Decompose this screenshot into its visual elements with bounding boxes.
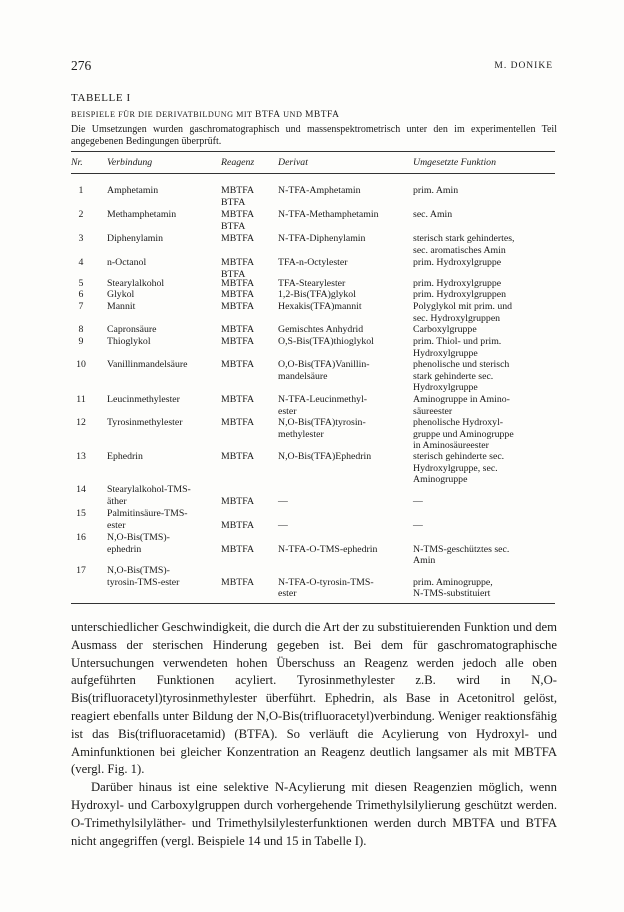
cell-derivat: N-TFA-Leucinmethyl- ester	[278, 394, 368, 417]
cell-verbindung: Amphetamin	[107, 185, 159, 196]
cell-funktion: —	[413, 519, 423, 531]
row-number: 6	[78, 289, 84, 300]
cell-reagenz: MBTFA	[221, 301, 255, 312]
row-number: 13	[76, 451, 86, 462]
cell-reagenz: MBTFA	[221, 519, 255, 531]
cell-derivat: —	[278, 495, 288, 507]
cell-derivat: O,O-Bis(TFA)Vanillin- mandelsäure	[278, 359, 370, 382]
cell-reagenz: MBTFA	[221, 451, 255, 462]
cell-reagenz: MBTFA	[221, 233, 255, 244]
cell-verbindung: Capronsäure	[107, 324, 157, 335]
cell-verbindung: Stearylalkohol	[107, 278, 165, 289]
cell-funktion: sterisch gehinderte sec. Hydroxylgruppe, sec. Aminogruppe	[413, 451, 505, 485]
cell-verbindung: N,O-Bis(TMS)- tyrosin-TMS-ester	[107, 565, 180, 588]
cell-reagenz: MBTFA	[221, 576, 255, 588]
cell-funktion: phenolische und sterisch stark gehinderte sec. Hydroxylgruppe	[413, 359, 510, 393]
cell-derivat: N-TFA-Amphetamin	[278, 185, 361, 196]
cell-derivat: N,O-Bis(TFA)Ephedrin	[278, 451, 372, 462]
cell-funktion: prim. Hydroxylgruppe	[413, 257, 502, 268]
cell-funktion: Aminogruppe in Amino- säureester	[413, 394, 510, 417]
column-header-funktion: Umgesetzte Funktion	[413, 157, 496, 168]
cell-verbindung: Vanillinmandelsäure	[107, 359, 188, 370]
table-caption	[71, 110, 339, 120]
cell-verbindung: Methamphetamin	[107, 209, 177, 220]
table-label: TABELLE I	[71, 92, 131, 104]
column-header-reagenz: Reagenz	[221, 157, 255, 168]
cell-verbindung: Diphenylamin	[107, 233, 164, 244]
cell-funktion: prim. Thiol- und prim. Hydroxylgruppe	[413, 336, 502, 359]
row-number: 3	[78, 233, 84, 244]
cell-derivat: N-TFA-Diphenylamin	[278, 233, 366, 244]
cell-verbindung: N,O-Bis(TMS)- ephedrin	[107, 532, 170, 555]
cell-funktion: prim. Amin	[413, 185, 459, 196]
row-number: 4	[78, 257, 84, 268]
cell-reagenz: MBTFA	[221, 278, 255, 289]
cell-derivat: Gemischtes Anhydrid	[278, 324, 364, 335]
cell-derivat: TFA-Stearylester	[278, 278, 346, 289]
cell-verbindung: Mannit	[107, 301, 136, 312]
caption-text: BEISPIELE FÜR DIE DERIVATBILDUNG MIT	[71, 110, 253, 119]
cell-verbindung: Palmitinsäure-TMS- ester	[107, 508, 188, 531]
row-number: 17	[76, 565, 86, 576]
cell-funktion: prim. Hydroxylgruppe	[413, 278, 502, 289]
cell-verbindung: n-Octanol	[107, 257, 147, 268]
cell-reagenz: MBTFA	[221, 394, 255, 405]
cell-reagenz: MBTFA BTFA	[221, 257, 255, 280]
row-number: 2	[78, 209, 84, 220]
cell-derivat: Hexakis(TFA)mannit	[278, 301, 362, 312]
cell-funktion: N-TMS-geschütztes sec. Amin	[413, 543, 510, 566]
page-number: 276	[71, 58, 92, 73]
row-number: 11	[76, 394, 86, 405]
row-number: 9	[78, 336, 84, 347]
column-header-nr: Nr.	[71, 157, 83, 168]
row-number: 7	[78, 301, 84, 312]
cell-funktion: prim. Hydroxylgruppen	[413, 289, 507, 300]
table-top-rule	[71, 151, 555, 152]
paragraph: unterschiedlicher Geschwindigkeit, die durch die Art der zu substituierenden Funktion und dem Ausmass der sterischen Hinderung gegeben ist. Bei dem für gaschromatographische Untersuchungen verwendeten hohen Überschuss an Reagenz werden jedoch alle oben aufgeführten Funktionen acyliert. Tyrosinmethylester z.B. wird in N,O-Bis(trifluoracetyl)tyrosinmethylester überführt. Ephedrin, als Base in Acetonitrol gelöst, reagiert ebenfalls unter Bildung der N,O-Bis(trifluoracetyl)verbindung. Weniger reaktionsfähig ist das Bis(trifluoracetamid) (BTFA). So verläuft die Acylierung von Hydroxyl- und Aminfunktionen bei gleicher Konzentration an Reagenz deutlich langsamer als mit MBTFA (vergl. Fig. 1).	[71, 620, 557, 777]
table-note: Die Umsetzungen wurden gaschromatographisch und massenspektrometrisch unter den im experimentellen Teil angegebenen Bedingungen überprüft.	[71, 124, 557, 147]
cell-reagenz: MBTFA	[221, 324, 255, 335]
caption-btfa: BTFA	[255, 110, 281, 120]
row-number: 14	[76, 484, 86, 495]
cell-funktion: —	[413, 495, 423, 507]
cell-derivat: N-TFA-O-TMS-ephedrin	[278, 543, 378, 555]
row-number: 1	[78, 185, 84, 196]
cell-reagenz: MBTFA BTFA	[221, 185, 255, 208]
cell-reagenz: MBTFA	[221, 336, 255, 347]
cell-funktion: prim. Aminogruppe, N-TMS-substituiert	[413, 576, 493, 599]
cell-funktion: sterisch stark gehindertes, sec. aromatisches Amin	[413, 233, 515, 256]
caption-und: UND	[283, 110, 303, 119]
row-number: 12	[76, 417, 86, 428]
cell-funktion: phenolische Hydroxyl- gruppe und Aminogruppe in Aminosäureester	[413, 417, 514, 451]
cell-verbindung: Leucinmethylester	[107, 394, 180, 405]
cell-reagenz: MBTFA	[221, 289, 255, 300]
cell-verbindung: Stearylalkohol-TMS- äther	[107, 484, 191, 507]
cell-verbindung: Tyrosinmethylester	[107, 417, 183, 428]
cell-derivat: —	[278, 519, 288, 531]
row-number: 10	[76, 359, 86, 370]
cell-verbindung: Glykol	[107, 289, 135, 300]
table-bottom-rule	[71, 603, 555, 604]
cell-reagenz: MBTFA	[221, 543, 255, 555]
table-header-rule	[71, 173, 555, 174]
row-number: 16	[76, 532, 86, 543]
column-header-verbindung: Verbindung	[107, 157, 153, 168]
row-number: 8	[78, 324, 84, 335]
cell-verbindung: Thioglykol	[107, 336, 151, 347]
cell-funktion: sec. Amin	[413, 209, 453, 220]
running-head: M. DONIKE	[494, 61, 553, 71]
row-number: 5	[78, 278, 84, 289]
cell-funktion: Carboxylgruppe	[413, 324, 477, 335]
paragraph: Darüber hinaus ist eine selektive N-Acylierung mit diesen Reagenzien möglich, wenn Hydroxyl- und Carboxylgruppen durch vorhergehende Trimethylsilylierung geschützt werden. O-Trimethylsilyläther- und Trimethylsilylesterfunktionen werden durch MBTFA und BTFA nicht angegriffen (vergl. Beispiele 14 und 15 in Tabelle I).	[71, 780, 557, 848]
cell-reagenz: MBTFA BTFA	[221, 209, 255, 232]
cell-derivat: 1,2-Bis(TFA)glykol	[278, 289, 356, 300]
cell-derivat: TFA-n-Octylester	[278, 257, 348, 268]
cell-reagenz: MBTFA	[221, 359, 255, 370]
cell-derivat: N-TFA-Methamphetamin	[278, 209, 379, 220]
cell-derivat: N-TFA-O-tyrosin-TMS- ester	[278, 576, 374, 599]
body-text	[71, 619, 557, 850]
cell-reagenz: MBTFA	[221, 417, 255, 428]
caption-mbtfa: MBTFA	[304, 110, 340, 120]
cell-verbindung: Ephedrin	[107, 451, 143, 462]
cell-funktion: Polyglykol mit prim. und sec. Hydroxylgruppen	[413, 301, 513, 324]
cell-derivat: N,O-Bis(TFA)tyrosin- methylester	[278, 417, 366, 440]
cell-reagenz: MBTFA	[221, 495, 255, 507]
column-header-derivat: Derivat	[278, 157, 308, 168]
row-number: 15	[76, 508, 86, 519]
cell-derivat: O,S-Bis(TFA)thioglykol	[278, 336, 374, 347]
